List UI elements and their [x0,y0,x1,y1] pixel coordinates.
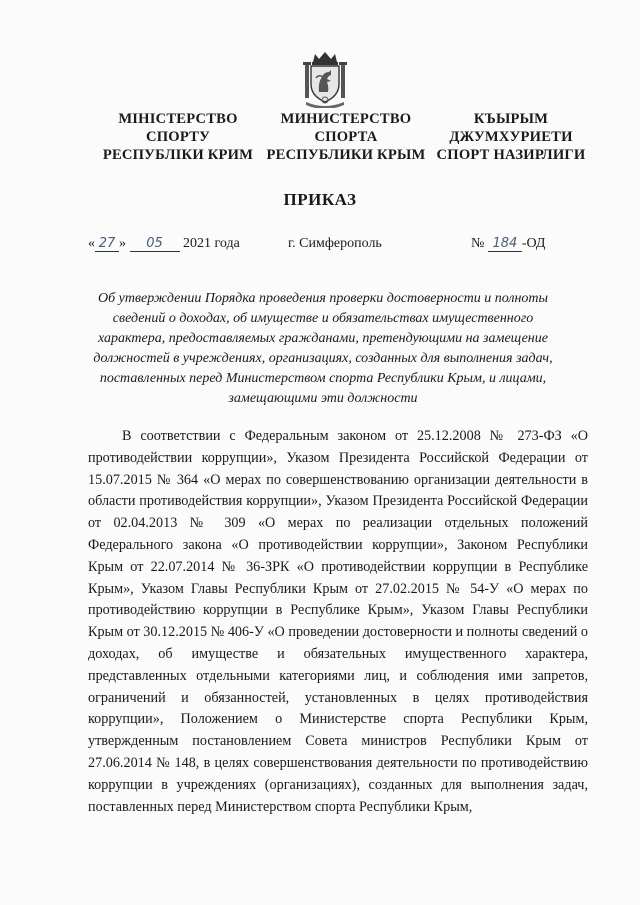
order-date [88,236,240,252]
header-line: РЕСПУБЛИКИ КРЫМ [266,147,426,163]
order-place: г. Симферополь [288,236,382,251]
header-line: СПОРТА [314,129,378,145]
header-line: КЪЫРЫМ [473,111,549,127]
header-line: МІНІСТЕРСТВО [118,111,238,127]
header-line: СПОРТУ [146,129,210,145]
header-line: МИНИСТЕРСТВО [280,111,412,127]
order-preamble: В соответствии с Федеральным законом от 25.12.2008 № 273-ФЗ «О противодействии коррупции», Указом Президента Российской Федерации от 15.07.2015 № 364 «О мерах по совершенствованию организации деятельности в области противодействия коррупции», Указом Президента Российской Федерации от 02.04.2013 № 309 «О мерах по реализации отдельных положений Федерального закона «О противодействии коррупции», Законом Республики Крым от 22.07.2014 № 36-ЗРК «О противодействии коррупции в Республике Крым», Указом Главы Республики Крым от 27.02.2015 № 54-У «О мерах по противодействию коррупции в Республике Крым», Указом Главы Республики Крым от 30.12.2015 № 406-У «О проведении достоверности и полноты сведений о доходах, об имуществе и обязательных имущественного характера, представленных отдельными категориями лиц, и соблюдения ими запретов, ограничений и обязанностей, установленных в целях противодействия коррупции», Положением о Министерстве спорта Республики Крым, утвержденным постановлением Совета министров Республики Крым от 27.06.2014 № 148, в целях совершенствования деятельности по противодействию коррупции в учреждениях (организациях), созданных для выполнения задач, поставленных перед Министерством спорта Республики Крым, [88,428,588,815]
number-suffix: -ОД [521,236,546,251]
header-russian [266,110,426,164]
quote-open: « [88,236,95,251]
header-line: СПОРТ НАЗИРЛИГИ [436,147,586,163]
date-day: 27 [95,236,119,252]
header-ukrainian [92,110,264,164]
order-number [471,236,545,252]
header-line: РЕСПУБЛІКИ КРИМ [102,147,254,163]
number-value: 184 [488,236,522,252]
document-title: ПРИКАЗ [283,190,357,209]
number-prefix: № [471,236,485,251]
header-crimean-tatar [432,110,590,164]
date-year: 2021 года [183,236,240,251]
header-line: ДЖУМХУРИЕТИ [449,129,573,145]
order-subject: Об утверждении Порядка проведения проверки достоверности и полноты сведений о доходах, об имуществе и обязательствах имущественного характера, предоставляемых гражданами, претендующими на замещение должностей в учреждениях, организациях, созданных для выполнения задач, поставленных перед Министерством спорта Республики Крым, и лицами, замещающими эти должности [93,291,553,406]
date-month: 05 [130,236,180,252]
quote-close: » [119,236,126,251]
crimea-coat-of-arms-icon [300,50,350,108]
